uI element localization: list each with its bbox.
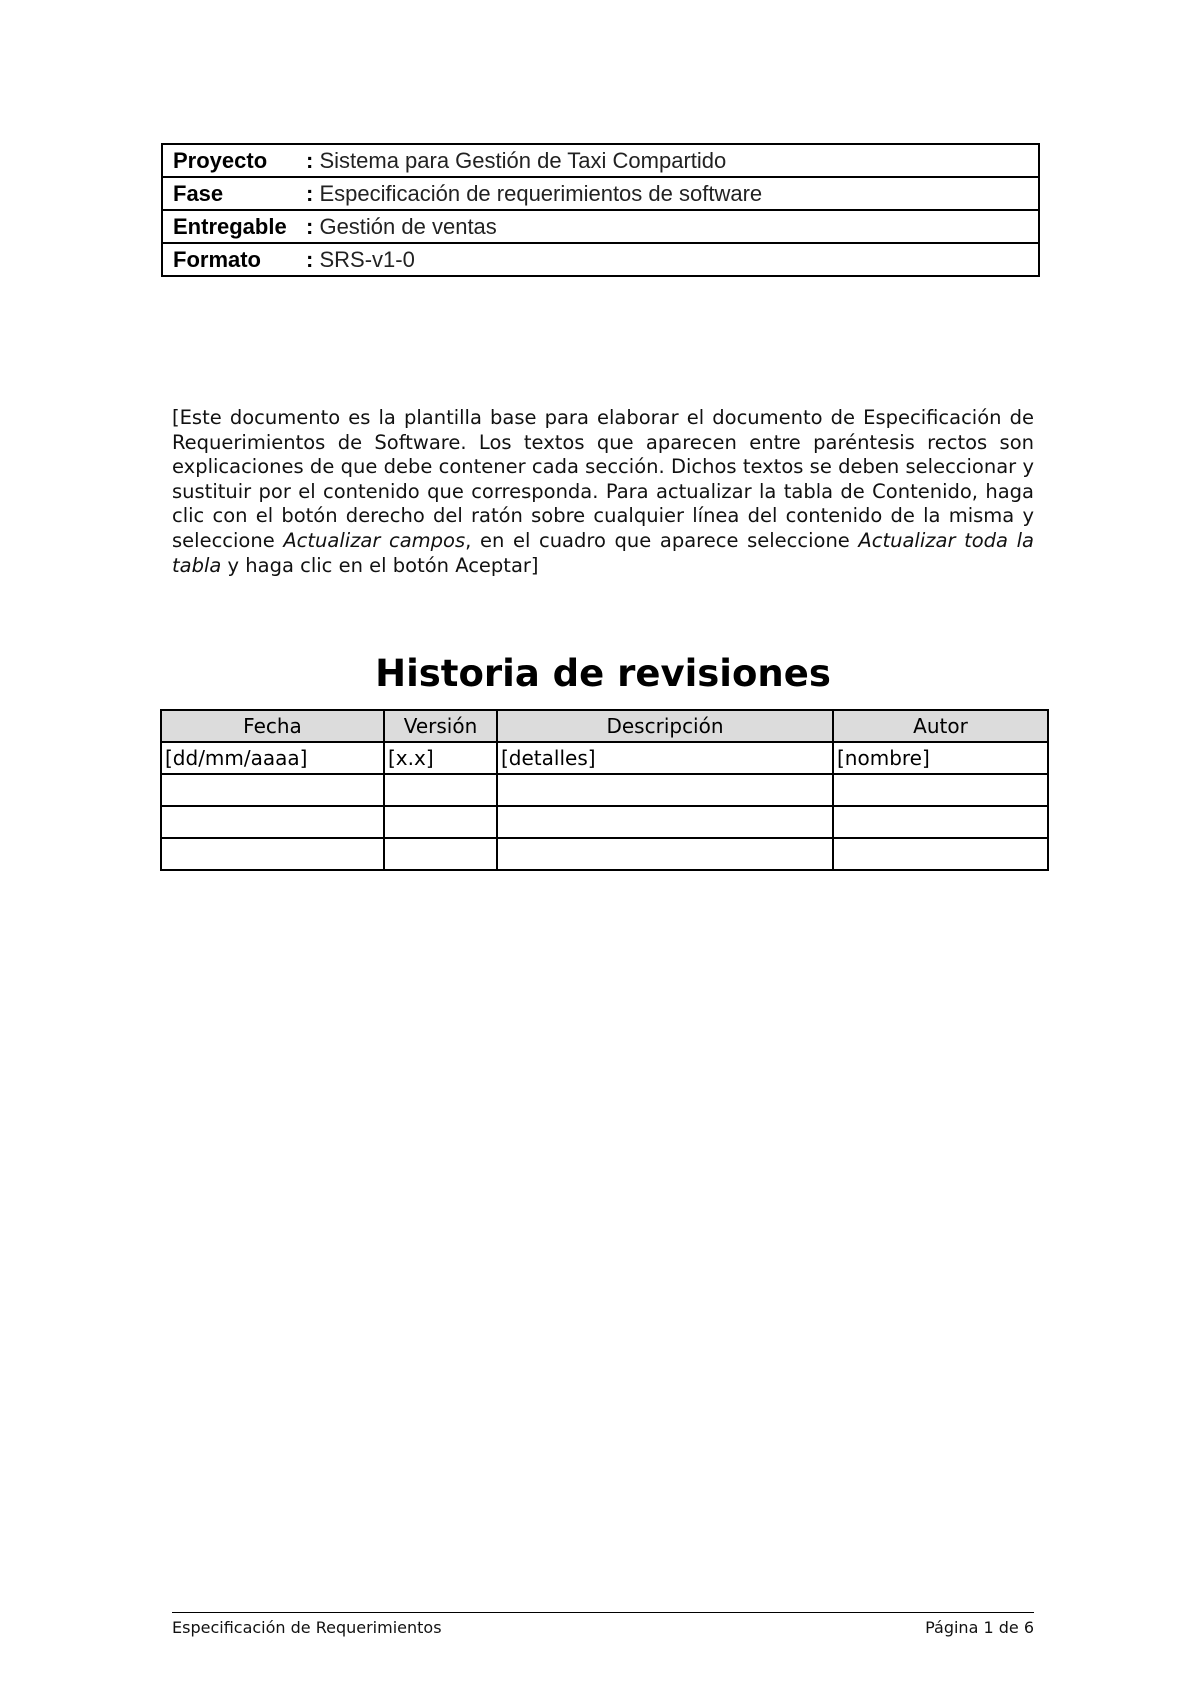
table-cell xyxy=(833,806,1048,838)
footer-page-number: Página 1 de 6 xyxy=(925,1618,1034,1637)
table-cell xyxy=(833,774,1048,806)
phase-label: Fase xyxy=(173,180,224,206)
project-label: Proyecto xyxy=(173,147,268,173)
project-info-row xyxy=(162,177,1039,210)
intro-text: y haga clic en el botón Aceptar] xyxy=(221,553,539,577)
separator: : xyxy=(306,180,314,206)
project-info-row xyxy=(162,144,1039,177)
separator: : xyxy=(306,246,314,272)
column-header-version: Versión xyxy=(384,710,497,742)
table-cell xyxy=(161,838,384,870)
deliverable-value: Gestión de ventas xyxy=(319,213,497,239)
footer-document-title: Especificación de Requerimientos xyxy=(172,1618,442,1637)
table-cell xyxy=(161,774,384,806)
table-row xyxy=(161,774,1048,806)
intro-text: , en el cuadro que aparece seleccione xyxy=(465,528,859,552)
table-row xyxy=(161,806,1048,838)
table-cell: [detalles] xyxy=(497,742,833,774)
intro-emphasis: Actualizar campos xyxy=(283,528,466,552)
revision-history-title: Historia de revisiones xyxy=(375,652,831,695)
project-info-table xyxy=(161,143,1040,277)
column-header-autor: Autor xyxy=(833,710,1048,742)
table-row xyxy=(161,742,1048,774)
column-header-fecha: Fecha xyxy=(161,710,384,742)
table-cell: [nombre] xyxy=(833,742,1048,774)
table-cell xyxy=(161,806,384,838)
table-cell xyxy=(833,838,1048,870)
project-info-row xyxy=(162,210,1039,243)
table-cell xyxy=(384,806,497,838)
deliverable-label: Entregable xyxy=(173,213,287,239)
intro-text: [Este documento es la plantilla base para elaborar el documento de Especificación de Requerimientos de Software. Los textos que aparecen entre paréntesis rectos son explicaciones de que debe contener cada sección. Dichos textos se deben seleccionar y sustituir por el contenido que corresponda. Para actualizar la tabla de Contenido, haga clic con el botón derecho del ratón sobre cualquier línea del contenido de la misma y seleccione xyxy=(172,406,1034,552)
revision-history-table xyxy=(160,709,1049,871)
table-row xyxy=(161,838,1048,870)
table-cell xyxy=(497,806,833,838)
separator: : xyxy=(306,147,314,173)
table-cell: [x.x] xyxy=(384,742,497,774)
table-cell xyxy=(497,838,833,870)
column-header-descripcion: Descripción xyxy=(497,710,833,742)
project-info-row xyxy=(162,243,1039,276)
format-label: Formato xyxy=(173,246,261,272)
format-value: SRS-v1-0 xyxy=(319,246,415,272)
phase-value: Especificación de requerimientos de software xyxy=(319,180,763,206)
table-cell xyxy=(497,774,833,806)
project-value: Sistema para Gestión de Taxi Compartido xyxy=(319,147,727,173)
table-cell: [dd/mm/aaaa] xyxy=(161,742,384,774)
intro-emphasis: Actualizar toda la tabla xyxy=(172,528,1034,577)
footer-divider xyxy=(172,1612,1034,1613)
table-cell xyxy=(384,774,497,806)
table-cell xyxy=(384,838,497,870)
separator: : xyxy=(306,213,314,239)
table-header-row xyxy=(161,710,1048,742)
intro-paragraph xyxy=(172,406,1034,578)
